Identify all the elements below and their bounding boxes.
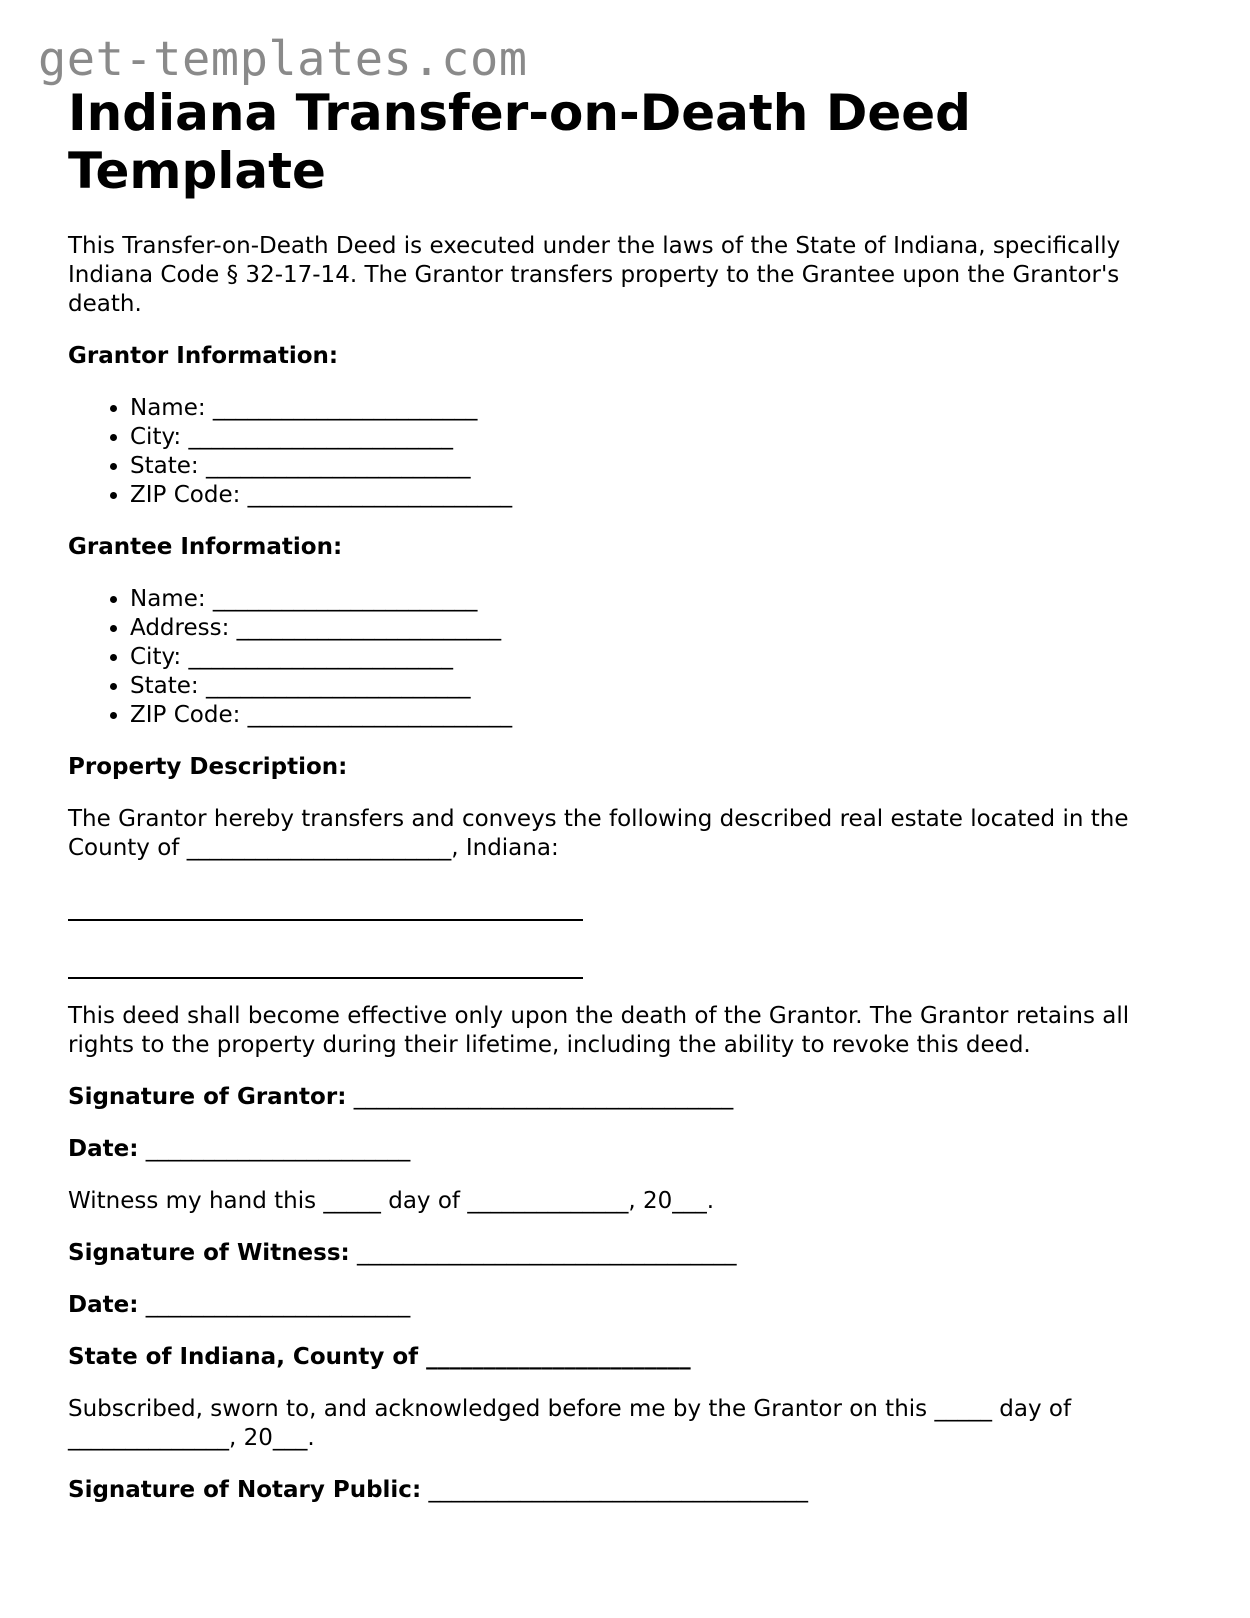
- grantee-city-field[interactable]: • City: _______________________: [130, 643, 1188, 672]
- grantor-signature-label: Signature of Grantor:: [68, 1084, 347, 1110]
- grantee-address-field[interactable]: • Address: _______________________: [130, 614, 1188, 643]
- state-county-label: State of Indiana, County of: [68, 1344, 419, 1370]
- grantor-zip-field[interactable]: • ZIP Code: _______________________: [130, 481, 1188, 510]
- date-label: Date:: [68, 1136, 139, 1162]
- grantee-name-field[interactable]: • Name: _______________________: [130, 585, 1188, 614]
- property-description-line-1[interactable]: [68, 892, 583, 921]
- state-county-line[interactable]: [68, 1343, 1188, 1372]
- grantor-city-field[interactable]: • City: _______________________: [130, 423, 1188, 452]
- effective-paragraph: This deed shall become effective only upon the death of the Grantor. The Grantor retains all rights to the property during their lifetime, including the ability to revoke this deed.: [68, 1003, 1130, 1058]
- witness-signature-label: Signature of Witness:: [68, 1240, 350, 1266]
- document-body: [68, 84, 1188, 1505]
- notary-signature-blank[interactable]: _________________________________: [421, 1477, 808, 1503]
- grantor-signature-blank[interactable]: _________________________________: [346, 1084, 734, 1110]
- property-description-line-2[interactable]: [68, 950, 583, 979]
- intro-paragraph: This Transfer-on-Death Deed is executed under the laws of the State of Indiana, specifically Indiana Code § 32-17-14. The Grantor transfers property to the Grantee upon the Grantor's death.: [68, 233, 1121, 317]
- witness-signature-blank[interactable]: _________________________________: [349, 1240, 737, 1266]
- property-text: The Grantor hereby transfers and conveys the following described real estate located in the County of _______________________, Indiana:: [68, 806, 1129, 861]
- grantor-date-line[interactable]: [68, 1135, 1188, 1164]
- acknowledgment-paragraph: Subscribed, sworn to, and acknowledged before me by the Grantor on this _____ day of ______________, 20___.: [68, 1396, 1072, 1451]
- date-label: Date:: [68, 1292, 139, 1318]
- grantee-field-list: [68, 585, 1188, 730]
- grantee-zip-field[interactable]: • ZIP Code: _______________________: [130, 701, 1188, 730]
- grantor-state-field[interactable]: • State: _______________________: [130, 452, 1188, 481]
- document-title: Indiana Transfer-on-Death Deed Template: [68, 84, 971, 200]
- watermark: get-templates.com: [38, 32, 528, 87]
- notary-signature-label: Signature of Notary Public:: [68, 1477, 422, 1503]
- property-heading: Property Description:: [68, 754, 348, 780]
- notary-signature-line[interactable]: [68, 1476, 1188, 1505]
- grantee-state-field[interactable]: • State: _______________________: [130, 672, 1188, 701]
- date-blank[interactable]: _______________________: [138, 1292, 411, 1318]
- witness-hand-text: Witness my hand this _____ day of ______________, 20___.: [68, 1188, 715, 1214]
- grantor-name-field[interactable]: • Name: _______________________: [130, 394, 1188, 423]
- grantor-signature-line[interactable]: [68, 1083, 1188, 1112]
- grantor-heading: Grantor Information:: [68, 343, 339, 369]
- witness-date-line[interactable]: [68, 1291, 1188, 1320]
- county-blank[interactable]: _______________________: [418, 1344, 691, 1370]
- witness-signature-line[interactable]: [68, 1239, 1188, 1268]
- grantor-field-list: [68, 394, 1188, 510]
- grantee-heading: Grantee Information:: [68, 534, 343, 560]
- date-blank[interactable]: _______________________: [138, 1136, 411, 1162]
